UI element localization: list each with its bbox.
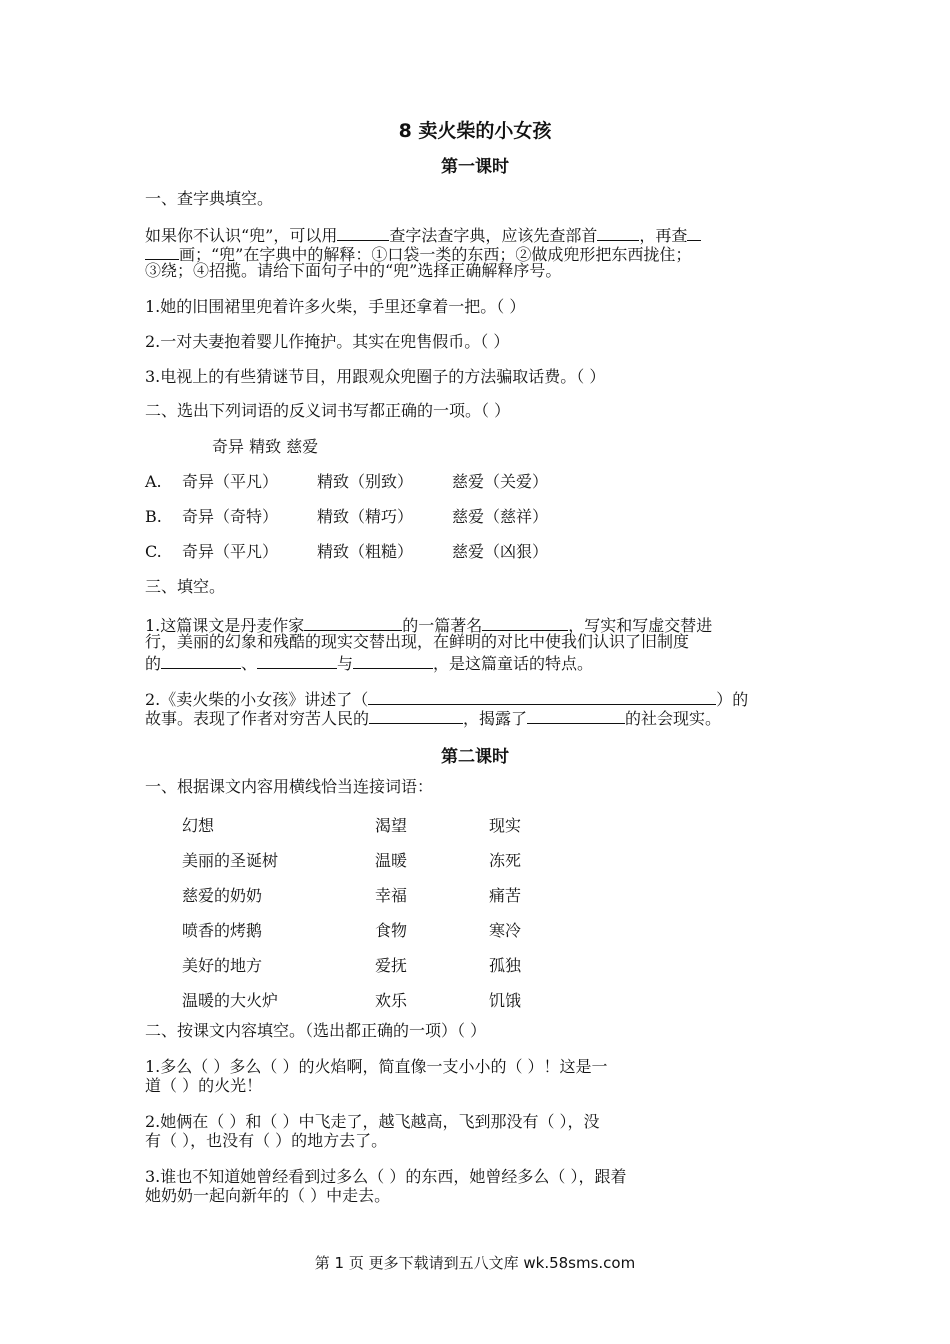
match-left-item: 幻想 bbox=[182, 816, 215, 835]
l1-q3-p2-line2 bbox=[145, 707, 721, 728]
option-letter: C. bbox=[145, 542, 162, 561]
text-segment: ）的 bbox=[716, 690, 749, 709]
lesson1-heading: 第一课时 bbox=[441, 157, 509, 177]
blank-line bbox=[145, 243, 179, 260]
match-middle-item: 爱抚 bbox=[375, 956, 408, 975]
l1-q3-p2-line1 bbox=[145, 688, 748, 709]
l2-q2-item2-line1: 2.她俩在（ ）和（ ）中飞走了，越飞越高，飞到那没有（ ），没 bbox=[145, 1112, 600, 1131]
option-word: 奇异（奇特） bbox=[182, 507, 279, 526]
match-middle-item: 温暖 bbox=[375, 851, 408, 870]
document-title: 8 卖火柴的小女孩 bbox=[398, 120, 552, 142]
text-segment: 故事。表现了作者对穷苦人民的 bbox=[145, 709, 370, 728]
match-middle-item: 渴望 bbox=[375, 816, 408, 835]
match-right-item: 孤独 bbox=[489, 956, 522, 975]
blank-line bbox=[353, 652, 433, 669]
text-segment: ，再查 bbox=[639, 226, 688, 245]
option-word: 慈爱（关爱） bbox=[452, 472, 549, 491]
blank-line bbox=[304, 614, 402, 631]
blank-line bbox=[482, 614, 568, 631]
blank-line bbox=[257, 652, 337, 669]
option-letter: A. bbox=[145, 472, 162, 491]
match-middle-item: 幸福 bbox=[375, 886, 408, 905]
l2-q2-heading: 二、按课文内容填空。（选出都正确的一项）（ ） bbox=[145, 1021, 487, 1040]
match-left-item: 温暖的大火炉 bbox=[182, 991, 279, 1010]
match-left-item: 慈爱的奶奶 bbox=[182, 886, 263, 905]
option-word: 奇异（平凡） bbox=[182, 472, 279, 491]
blank-line bbox=[527, 707, 625, 724]
blank-line bbox=[687, 224, 701, 241]
blank-line bbox=[369, 707, 463, 724]
match-middle-item: 欢乐 bbox=[375, 991, 408, 1010]
text-segment: ，揭露了 bbox=[463, 709, 528, 728]
page-footer: 第 1 页 更多下载请到五八文库 wk.58sms.com bbox=[314, 1254, 636, 1272]
l2-q1-heading: 一、根据课文内容用横线恰当连接词语： bbox=[145, 777, 434, 796]
option-word: 奇异（平凡） bbox=[182, 542, 279, 561]
match-right-item: 现实 bbox=[489, 816, 522, 835]
option-word: 精致（别致） bbox=[317, 472, 414, 491]
l1-q1-para-line3: ③绕；④招揽。请给下面句子中的“兜”选择正确解释序号。 bbox=[145, 261, 562, 280]
text-segment: 画；“兜”在字典中的解释：①口袋一类的东西；②做成兜形把东西拢住； bbox=[179, 245, 692, 264]
option-word: 慈爱（慈祥） bbox=[452, 507, 549, 526]
l1-q1-item-2: 2.一对夫妻抱着婴儿作掩护。其实在兜售假币。（ ） bbox=[145, 332, 510, 351]
l1-q2-heading: 二、选出下列词语的反义词书写都正确的一项。（ ） bbox=[145, 401, 511, 420]
option-letter: B. bbox=[145, 507, 162, 526]
lesson2-heading: 第二课时 bbox=[441, 747, 509, 767]
option-word: 精致（精巧） bbox=[317, 507, 414, 526]
l1-q2-words: 奇异 精致 慈爱 bbox=[212, 437, 319, 456]
l2-q2-item3-line1: 3.谁也不知道她曾经看到过多么（ ）的东西，她曾经多么（ ），跟着 bbox=[145, 1167, 627, 1186]
option-word: 慈爱（凶狠） bbox=[452, 542, 549, 561]
l1-q1-para-line1 bbox=[145, 224, 701, 245]
text-segment: ，是这篇童话的特点。 bbox=[433, 654, 594, 673]
match-middle-item: 食物 bbox=[375, 921, 408, 940]
text-segment: 的 bbox=[145, 654, 162, 673]
blank-line bbox=[161, 652, 241, 669]
blank-line bbox=[597, 224, 639, 241]
l2-q2-item1-line1: 1.多么（ ）多么（ ）的火焰啊，简直像一支小小的（ ）！这是一 bbox=[145, 1057, 608, 1076]
text-segment: 如果你不认识“兜”，可以用 bbox=[145, 226, 338, 245]
match-right-item: 冻死 bbox=[489, 851, 522, 870]
l1-q1-item-3: 3.电视上的有些猜谜节目，用跟观众兜圈子的方法骗取话费。（ ） bbox=[145, 367, 606, 386]
match-left-item: 美丽的圣诞树 bbox=[182, 851, 279, 870]
text-segment: 2.《卖火柴的小女孩》讲述了（ bbox=[145, 690, 369, 709]
l1-q3-p1-line2: 行，美丽的幻象和残酷的现实交替出现，在鲜明的对比中使我们认识了旧制度 bbox=[145, 632, 690, 651]
l2-q2-item3-line2: 她奶奶一起向新年的（ ）中走去。 bbox=[145, 1186, 391, 1205]
text-segment: 与 bbox=[337, 654, 354, 673]
l2-q2-item2-line2: 有（ ），也没有（ ）的地方去了。 bbox=[145, 1131, 388, 1150]
text-segment: 查字法查字典，应该先查部首 bbox=[389, 226, 598, 245]
text-segment: 的社会现实。 bbox=[625, 709, 722, 728]
match-right-item: 痛苦 bbox=[489, 886, 522, 905]
text-segment: 的一篇著名 bbox=[402, 616, 483, 635]
option-word: 精致（粗糙） bbox=[317, 542, 414, 561]
match-left-item: 美好的地方 bbox=[182, 956, 263, 975]
blank-line bbox=[368, 688, 716, 705]
blank-line bbox=[337, 224, 389, 241]
match-right-item: 饥饿 bbox=[489, 991, 522, 1010]
match-right-item: 寒冷 bbox=[489, 921, 522, 940]
l1-q1-item-1: 1.她的旧围裙里兜着许多火柴，手里还拿着一把。（ ） bbox=[145, 297, 526, 316]
l1-q1-heading: 一、查字典填空。 bbox=[145, 189, 274, 208]
l1-q3-heading: 三、填空。 bbox=[145, 577, 226, 596]
l1-q3-p1-line3 bbox=[145, 652, 593, 673]
text-segment: 、 bbox=[241, 654, 258, 673]
match-left-item: 喷香的烤鹅 bbox=[182, 921, 263, 940]
text-segment: 1.这篇课文是丹麦作家 bbox=[145, 616, 305, 635]
text-segment: ，写实和写虚交替进 bbox=[568, 616, 713, 635]
l2-q2-item1-line2: 道（ ）的火光！ bbox=[145, 1076, 263, 1095]
